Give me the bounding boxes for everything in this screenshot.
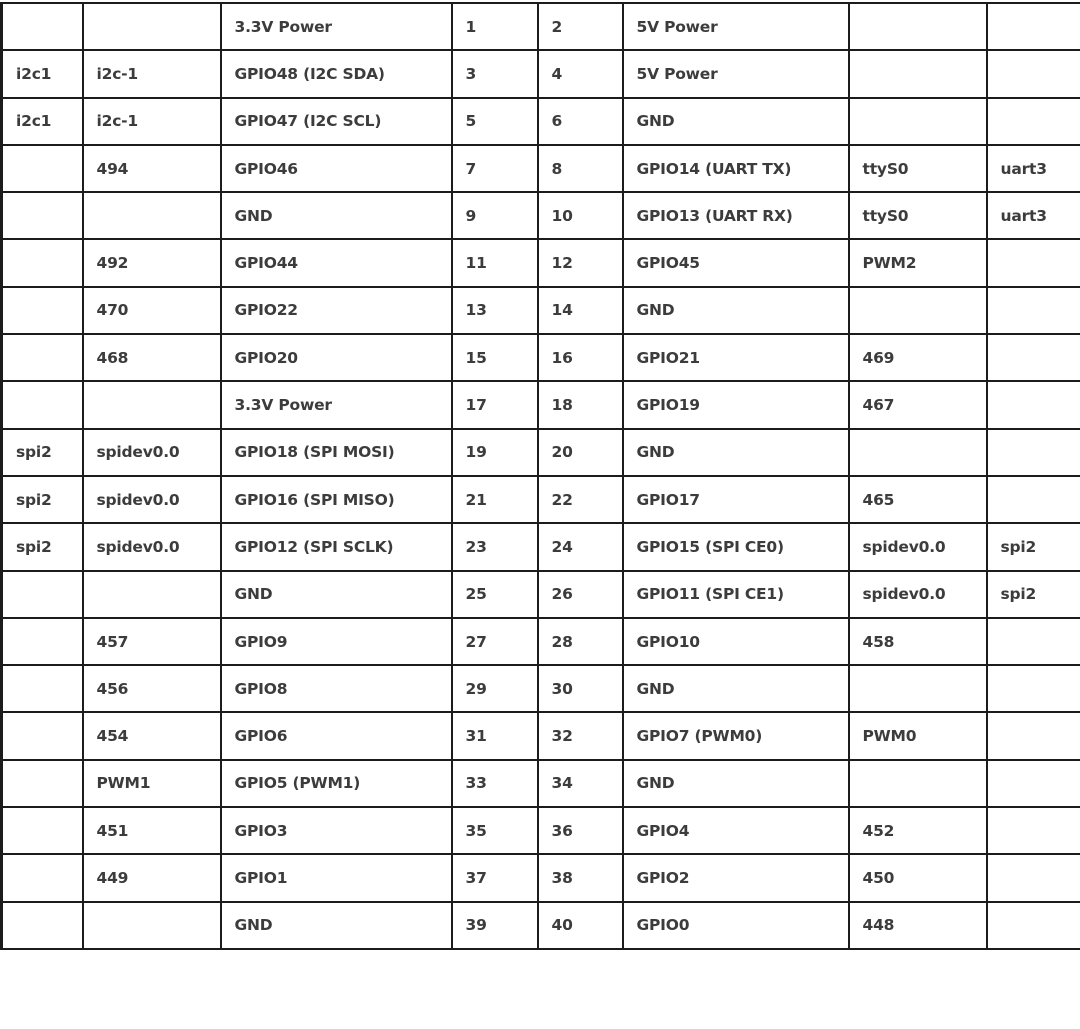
- left-bus-cell: [2, 145, 83, 192]
- table-row: [2, 98, 1080, 145]
- table-row: [2, 665, 1080, 712]
- right-pin-number-cell: 10: [538, 192, 623, 239]
- right-pin-number-cell: 26: [538, 571, 623, 618]
- right-function-cell: GND: [623, 665, 849, 712]
- right-function-cell: GND: [623, 98, 849, 145]
- right-function-cell: 5V Power: [623, 3, 849, 50]
- left-device-cell: [83, 192, 221, 239]
- table-row: [2, 429, 1080, 476]
- right-pin-number-cell: 36: [538, 807, 623, 854]
- right-device-cell: spidev0.0: [849, 571, 987, 618]
- left-pin-number-cell: 15: [452, 334, 538, 381]
- right-pin-number-cell: 34: [538, 760, 623, 807]
- right-pin-number-cell: 40: [538, 902, 623, 949]
- left-pin-number-cell: 29: [452, 665, 538, 712]
- right-function-cell: GPIO17: [623, 476, 849, 523]
- right-device-cell: PWM2: [849, 239, 987, 286]
- right-bus-cell: [987, 50, 1080, 97]
- left-pin-number-cell: 23: [452, 523, 538, 570]
- table-row: [2, 902, 1080, 949]
- table-row: [2, 334, 1080, 381]
- right-function-cell: GPIO15 (SPI CE0): [623, 523, 849, 570]
- right-device-cell: 469: [849, 334, 987, 381]
- left-bus-cell: spi2: [2, 429, 83, 476]
- left-device-cell: i2c-1: [83, 50, 221, 97]
- right-bus-cell: spi2: [987, 523, 1080, 570]
- left-pin-number-cell: 17: [452, 381, 538, 428]
- left-pin-number-cell: 5: [452, 98, 538, 145]
- right-function-cell: 5V Power: [623, 50, 849, 97]
- left-bus-cell: [2, 712, 83, 759]
- right-device-cell: spidev0.0: [849, 523, 987, 570]
- table-row: [2, 760, 1080, 807]
- right-device-cell: [849, 50, 987, 97]
- right-device-cell: [849, 429, 987, 476]
- left-pin-number-cell: 31: [452, 712, 538, 759]
- right-device-cell: ttyS0: [849, 145, 987, 192]
- left-function-cell: GPIO46: [221, 145, 452, 192]
- right-pin-number-cell: 2: [538, 3, 623, 50]
- left-device-cell: 451: [83, 807, 221, 854]
- left-device-cell: 449: [83, 854, 221, 901]
- right-bus-cell: [987, 239, 1080, 286]
- left-function-cell: GPIO5 (PWM1): [221, 760, 452, 807]
- left-function-cell: GPIO18 (SPI MOSI): [221, 429, 452, 476]
- table-row: [2, 523, 1080, 570]
- right-bus-cell: [987, 760, 1080, 807]
- right-pin-number-cell: 4: [538, 50, 623, 97]
- right-function-cell: GPIO2: [623, 854, 849, 901]
- left-device-cell: spidev0.0: [83, 523, 221, 570]
- table-row: [2, 476, 1080, 523]
- left-device-cell: 494: [83, 145, 221, 192]
- right-function-cell: GPIO45: [623, 239, 849, 286]
- right-pin-number-cell: 6: [538, 98, 623, 145]
- table-row: [2, 618, 1080, 665]
- table-row: [2, 239, 1080, 286]
- right-bus-cell: [987, 854, 1080, 901]
- left-pin-number-cell: 27: [452, 618, 538, 665]
- left-function-cell: GPIO8: [221, 665, 452, 712]
- right-pin-number-cell: 28: [538, 618, 623, 665]
- right-device-cell: PWM0: [849, 712, 987, 759]
- left-pin-number-cell: 7: [452, 145, 538, 192]
- left-bus-cell: [2, 854, 83, 901]
- table-row: [2, 287, 1080, 334]
- right-bus-cell: [987, 429, 1080, 476]
- right-pin-number-cell: 18: [538, 381, 623, 428]
- table-row: [2, 712, 1080, 759]
- right-bus-cell: [987, 334, 1080, 381]
- left-device-cell: PWM1: [83, 760, 221, 807]
- left-function-cell: GPIO16 (SPI MISO): [221, 476, 452, 523]
- right-function-cell: GND: [623, 429, 849, 476]
- left-bus-cell: [2, 381, 83, 428]
- left-pin-number-cell: 11: [452, 239, 538, 286]
- right-bus-cell: uart3: [987, 192, 1080, 239]
- right-device-cell: [849, 665, 987, 712]
- table-row: [2, 381, 1080, 428]
- left-device-cell: spidev0.0: [83, 476, 221, 523]
- right-device-cell: [849, 760, 987, 807]
- left-device-cell: 468: [83, 334, 221, 381]
- right-function-cell: GND: [623, 760, 849, 807]
- right-bus-cell: [987, 287, 1080, 334]
- right-device-cell: ttyS0: [849, 192, 987, 239]
- right-device-cell: 450: [849, 854, 987, 901]
- right-function-cell: GPIO7 (PWM0): [623, 712, 849, 759]
- left-function-cell: GPIO47 (I2C SCL): [221, 98, 452, 145]
- right-device-cell: 458: [849, 618, 987, 665]
- left-function-cell: GPIO44: [221, 239, 452, 286]
- left-pin-number-cell: 33: [452, 760, 538, 807]
- left-bus-cell: [2, 239, 83, 286]
- table-row: [2, 145, 1080, 192]
- left-pin-number-cell: 9: [452, 192, 538, 239]
- right-pin-number-cell: 24: [538, 523, 623, 570]
- table-row: [2, 807, 1080, 854]
- left-function-cell: GPIO22: [221, 287, 452, 334]
- left-pin-number-cell: 3: [452, 50, 538, 97]
- right-pin-number-cell: 32: [538, 712, 623, 759]
- left-device-cell: spidev0.0: [83, 429, 221, 476]
- left-device-cell: 454: [83, 712, 221, 759]
- left-function-cell: GND: [221, 192, 452, 239]
- right-device-cell: [849, 98, 987, 145]
- right-function-cell: GPIO11 (SPI CE1): [623, 571, 849, 618]
- left-pin-number-cell: 35: [452, 807, 538, 854]
- left-bus-cell: [2, 571, 83, 618]
- right-bus-cell: [987, 381, 1080, 428]
- left-pin-number-cell: 13: [452, 287, 538, 334]
- right-bus-cell: uart3: [987, 145, 1080, 192]
- right-function-cell: GPIO19: [623, 381, 849, 428]
- left-function-cell: GPIO1: [221, 854, 452, 901]
- left-device-cell: [83, 902, 221, 949]
- left-function-cell: GPIO6: [221, 712, 452, 759]
- right-bus-cell: [987, 807, 1080, 854]
- table-row: [2, 3, 1080, 50]
- left-bus-cell: [2, 334, 83, 381]
- right-function-cell: GPIO14 (UART TX): [623, 145, 849, 192]
- pin-rows: [2, 3, 1080, 949]
- right-bus-cell: [987, 712, 1080, 759]
- left-function-cell: GPIO48 (I2C SDA): [221, 50, 452, 97]
- right-device-cell: [849, 3, 987, 50]
- right-function-cell: GND: [623, 287, 849, 334]
- right-device-cell: 465: [849, 476, 987, 523]
- right-bus-cell: [987, 98, 1080, 145]
- right-function-cell: GPIO10: [623, 618, 849, 665]
- left-pin-number-cell: 37: [452, 854, 538, 901]
- left-device-cell: 470: [83, 287, 221, 334]
- left-function-cell: GPIO3: [221, 807, 452, 854]
- right-bus-cell: [987, 902, 1080, 949]
- left-function-cell: GPIO9: [221, 618, 452, 665]
- table-row: [2, 50, 1080, 97]
- left-function-cell: 3.3V Power: [221, 3, 452, 50]
- right-device-cell: [849, 287, 987, 334]
- left-pin-number-cell: 39: [452, 902, 538, 949]
- right-pin-number-cell: 16: [538, 334, 623, 381]
- right-bus-cell: [987, 476, 1080, 523]
- right-bus-cell: [987, 618, 1080, 665]
- left-bus-cell: [2, 665, 83, 712]
- left-pin-number-cell: 1: [452, 3, 538, 50]
- table-row: [2, 854, 1080, 901]
- right-pin-number-cell: 30: [538, 665, 623, 712]
- left-device-cell: [83, 381, 221, 428]
- right-pin-number-cell: 38: [538, 854, 623, 901]
- right-bus-cell: [987, 665, 1080, 712]
- right-bus-cell: [987, 3, 1080, 50]
- left-bus-cell: [2, 192, 83, 239]
- left-bus-cell: [2, 618, 83, 665]
- left-bus-cell: spi2: [2, 476, 83, 523]
- left-bus-cell: [2, 807, 83, 854]
- left-bus-cell: i2c1: [2, 50, 83, 97]
- right-function-cell: GPIO0: [623, 902, 849, 949]
- left-device-cell: 456: [83, 665, 221, 712]
- right-function-cell: GPIO21: [623, 334, 849, 381]
- left-function-cell: GND: [221, 571, 452, 618]
- left-bus-cell: [2, 902, 83, 949]
- left-function-cell: 3.3V Power: [221, 381, 452, 428]
- left-bus-cell: [2, 760, 83, 807]
- right-function-cell: GPIO4: [623, 807, 849, 854]
- right-pin-number-cell: 20: [538, 429, 623, 476]
- left-bus-cell: spi2: [2, 523, 83, 570]
- left-device-cell: [83, 571, 221, 618]
- right-device-cell: 467: [849, 381, 987, 428]
- table-row: [2, 571, 1080, 618]
- table-row: [2, 192, 1080, 239]
- right-device-cell: 448: [849, 902, 987, 949]
- left-function-cell: GPIO12 (SPI SCLK): [221, 523, 452, 570]
- left-device-cell: i2c-1: [83, 98, 221, 145]
- left-function-cell: GND: [221, 902, 452, 949]
- left-bus-cell: i2c1: [2, 98, 83, 145]
- gpio-pinout-table: [0, 2, 1080, 950]
- left-bus-cell: [2, 287, 83, 334]
- right-device-cell: 452: [849, 807, 987, 854]
- left-pin-number-cell: 25: [452, 571, 538, 618]
- right-pin-number-cell: 8: [538, 145, 623, 192]
- right-pin-number-cell: 12: [538, 239, 623, 286]
- right-function-cell: GPIO13 (UART RX): [623, 192, 849, 239]
- left-device-cell: 457: [83, 618, 221, 665]
- left-device-cell: [83, 3, 221, 50]
- left-device-cell: 492: [83, 239, 221, 286]
- left-bus-cell: [2, 3, 83, 50]
- left-pin-number-cell: 21: [452, 476, 538, 523]
- right-pin-number-cell: 14: [538, 287, 623, 334]
- right-pin-number-cell: 22: [538, 476, 623, 523]
- right-bus-cell: spi2: [987, 571, 1080, 618]
- left-pin-number-cell: 19: [452, 429, 538, 476]
- left-function-cell: GPIO20: [221, 334, 452, 381]
